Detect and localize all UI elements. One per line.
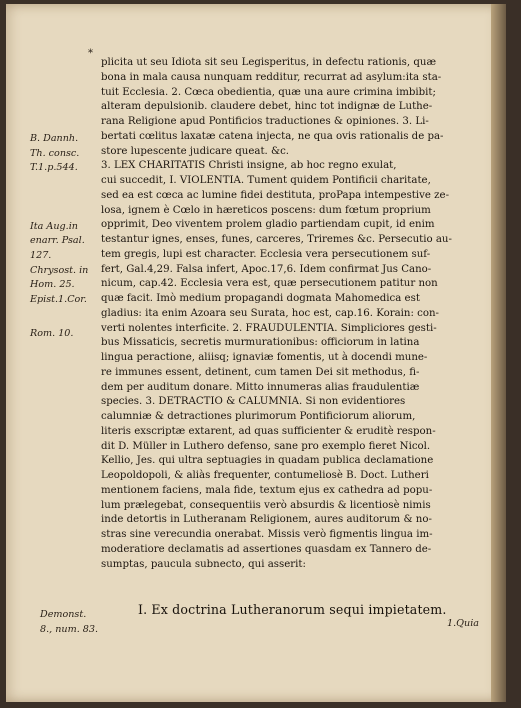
text-line: bertati cœlitus laxatæ catena injecta, ne qua ovis rationalis de pa-: [101, 130, 444, 142]
text-line: tuit Ecclesia. 2. Cœca obedientia, quæ una aure crimina imbibit;: [101, 86, 436, 98]
text-line: quæ facit. Imò medium propagandi dogmata Mahomedica est: [101, 293, 420, 304]
text-line: moderatiore declamatis ad assertiones quasdam ex Tannero de-: [101, 543, 432, 555]
text-line: stras sine verecundia onerabat. Missis verò figmentis lingua im-: [101, 529, 433, 540]
footer-reference: Demonst. 8., num. 83.: [40, 609, 99, 635]
text-line: bus Missaticis, secretis murmurationibus: officiorum in latina: [101, 337, 420, 349]
text-line: store lupescente judicare queat. &c.: [101, 145, 290, 157]
main-text: [101, 56, 473, 572]
text-line: dem per auditum donare. Mitto innumeras alias fraudulentiæ: [101, 381, 420, 393]
text-line: cui succedit, I. VIOLENTIA. Tument quidem Pontificii charitate,: [101, 175, 431, 186]
text-line: lum prælegebat, consequentiis verò absurdis & licentiosè nimis: [101, 499, 431, 511]
text-line: testantur ignes, enses, funes, carceres, Triremes &c. Persecutio au-: [101, 234, 452, 245]
text-line: plicita ut seu Idiota sit seu Legisperitus, in defectu rationis, quæ: [101, 57, 437, 68]
text-line: inde detortis in Lutheranam Religionem, aures auditorum & no-: [101, 514, 432, 526]
text-line: literis exscriptæ extarent, ad quas sufficienter & eruditè respon-: [101, 425, 436, 437]
catchword: 1.Quia: [447, 618, 479, 629]
text-line: losa, ignem è Cœlo in hæreticos poscens: dum fœtum proprium: [101, 204, 431, 216]
text-line: sed ea est cœca ac lumine fidei destituta, proPapa intempestive ze-: [101, 189, 450, 201]
text-line: Leopoldopoli, & aliàs frequenter, contumeliosè B. Doct. Lutheri: [101, 470, 429, 481]
text-line: tem gregis, lupi est character. Ecclesia vera persecutionem suf-: [101, 248, 431, 260]
margin-note: B. Dannh. Th. consc. T.1.p.544.: [30, 133, 80, 174]
text-line: verti nolentes interficite. 2. FRAUDULENTIA. Simpliciores gesti-: [101, 322, 437, 334]
text-line: calumniæ & detractiones plurimorum Pontificiorum aliorum,: [101, 411, 416, 422]
page-gutter: [491, 4, 506, 702]
body-paragraph: [101, 56, 473, 572]
text-line: nicum, cap.42. Ecclesia vera est, quæ persecutionem patitur non: [101, 278, 438, 290]
text-line: fert, Gal.4,29. Falsa infert, Apoc.17,6. Idem confirmat Jus Cano-: [101, 263, 432, 275]
text-line: bona in mala causa nunquam redditur, recurrat ad asylum:ita sta-: [101, 71, 442, 83]
text-line: alteram depulsionib. claudere debet, hinc tot indignæ de Luthe-: [101, 101, 433, 113]
section-heading: I. Ex doctrina Lutheranorum sequi impietatem.: [138, 602, 447, 617]
text-line: dit D. Müller in Luthero defenso, sane pro exemplo fieret Nicol.: [101, 440, 431, 452]
text-line: rana Religione apud Pontificios traductiones & opiniones. 3. Li-: [101, 116, 429, 127]
text-line: 3. LEX CHARITATIS Christi insigne, ab hoc regno exulat,: [101, 160, 397, 172]
text-line: opprimit, Deo viventem prolem gladio partiendam cupit, id enim: [101, 219, 435, 231]
page-mark: *: [88, 48, 93, 59]
margin-notes: [30, 132, 106, 349]
text-line: lingua peractione, aliisq; ignaviæ fomentis, ut à docendi mune-: [101, 352, 428, 363]
text-line: Kellio, Jes. qui ultra septuagies in quadam publica declamatione: [101, 455, 434, 467]
text-line: re immunes essent, detinent, cum tamen Dei sit methodus, fi-: [101, 366, 420, 378]
margin-note: Rom. 10.: [30, 328, 74, 340]
text-line: mentionem faciens, mala fide, textum ejus ex cathedra ad popu-: [101, 484, 433, 496]
text-line: gladius: ita enim Azoara seu Surata, hoc est, cap.16. Korain: con-: [101, 307, 439, 319]
margin-note: Ita Aug.in enarr. Psal. 127. Chrysost. in Hom. 25. Epist.1.Cor.: [30, 220, 89, 305]
book-page: [6, 4, 506, 702]
text-line: sumptas, paucula subnecto, qui asserit:: [101, 558, 306, 570]
text-line: species. 3. DETRACTIO & CALUMNIA. Si non evidentiores: [101, 396, 406, 408]
